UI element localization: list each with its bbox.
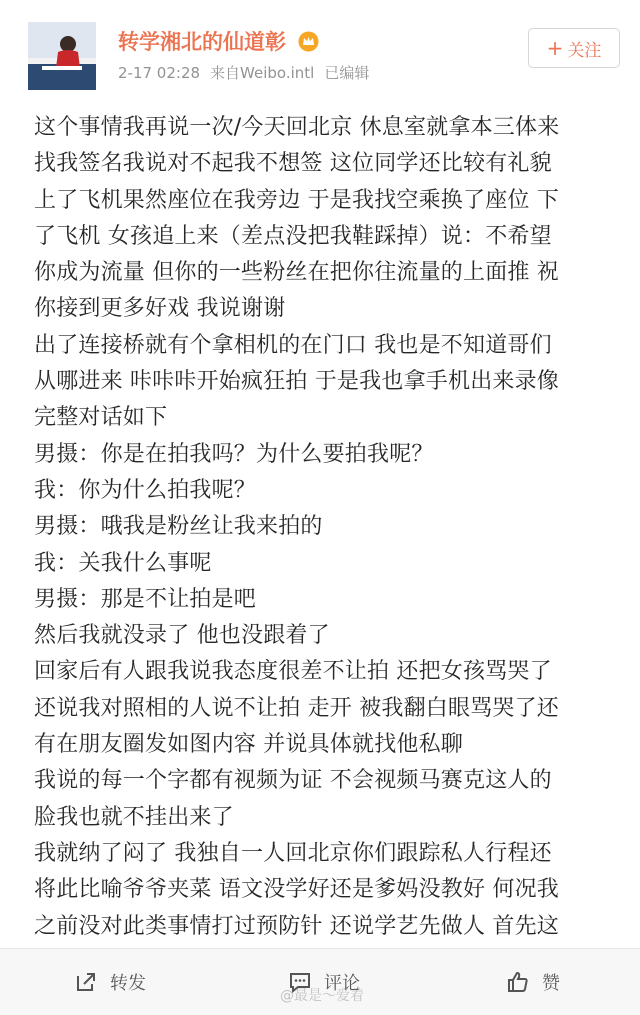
avatar[interactable] — [28, 22, 96, 90]
like-button[interactable] — [506, 969, 560, 995]
post-text-line: 有在朋友圈发如图内容 并说具体就找他私聊 — [34, 732, 463, 758]
username[interactable] — [118, 26, 319, 56]
post-text-line: 我就纳了闷了 我独自一人回北京你们跟踪私人行程还 — [34, 840, 552, 866]
thumbs-up-icon — [506, 970, 530, 994]
repost-icon — [74, 970, 98, 994]
watermark: @最是～爱着 — [280, 988, 364, 1004]
post-text-line: 你成为流量 但你的一些粉丝在把你往流量的上面推 祝 — [34, 260, 559, 286]
post-meta — [118, 62, 379, 83]
follow-button[interactable] — [528, 28, 620, 68]
post-text-line: 然后我就没录了 他也没跟着了 — [34, 623, 330, 649]
post-text-line: 你接到更多好戏 我说谢谢 — [34, 296, 286, 322]
post-source[interactable]: 来自Weibo.intl — [210, 64, 315, 82]
post-edited-flag: 已编辑 — [324, 64, 370, 82]
comment-label: 评论 — [324, 973, 360, 994]
post-text-line: 男摄：哦我是粉丝让我来拍的 — [34, 514, 323, 540]
post-header — [0, 0, 640, 100]
username-text[interactable]: 转学湘北的仙道彰 — [118, 30, 286, 54]
post-text-line: 上了飞机果然座位在我旁边 于是我找空乘换了座位 下 — [34, 187, 559, 213]
post-text-line: 男摄：那是不让拍是吧 — [34, 586, 257, 612]
avatar-image — [28, 22, 96, 90]
follow-button-label: 关注 — [567, 40, 602, 61]
post-text-line: 男摄：你是在拍我吗？为什么要拍我呢？ — [34, 441, 434, 467]
repost-button[interactable] — [74, 969, 146, 995]
post-text-line: 回家后有人跟我说我态度很差不让拍 还把女孩骂哭了 — [34, 659, 552, 685]
repost-label: 转发 — [110, 973, 146, 994]
post-content — [34, 110, 624, 948]
post-text-line: 脸我也就不挂出来了 — [34, 804, 234, 830]
post-text-line: 出了连接桥就有个拿相机的在门口 我也是不知道哥们 — [34, 332, 552, 358]
post-text-line: 我说的每一个字都有视频为证 不会视频马赛克这人的 — [34, 768, 552, 794]
post-text-line: 将此比喻爷爷夹菜 语文没学好还是爹妈没教好 何况我 — [34, 877, 559, 903]
post-text-line: 之前没对此类事情打过预防针 还说学艺先做人 首先这 — [34, 913, 559, 939]
crown-badge-icon — [298, 31, 319, 52]
post-text-line: 了飞机 女孩追上来（差点没把我鞋踩掉）说：不希望 — [34, 223, 552, 249]
post-text-line: 从哪进来 咔咔咔开始疯狂拍 于是我也拿手机出来录像 — [34, 369, 559, 395]
post-text-line: 我：你为什么拍我呢？ — [34, 477, 257, 503]
plus-icon: + — [546, 36, 564, 60]
post-timestamp: 2-17 02:28 — [118, 64, 201, 82]
post-text-line: 找我签名我说对不起我不想签 这位同学还比较有礼貌 — [34, 151, 552, 177]
post-text-line: 还说我对照相的人说不让拍 走开 被我翻白眼骂哭了还 — [34, 695, 559, 721]
post-text-line: 我：关我什么事呢 — [34, 550, 212, 576]
post-text-line: 这个事情我再说一次/今天回北京 休息室就拿本三体来 — [34, 115, 560, 140]
like-label: 赞 — [542, 973, 560, 994]
post-text-line: 完整对话如下 — [34, 405, 168, 431]
